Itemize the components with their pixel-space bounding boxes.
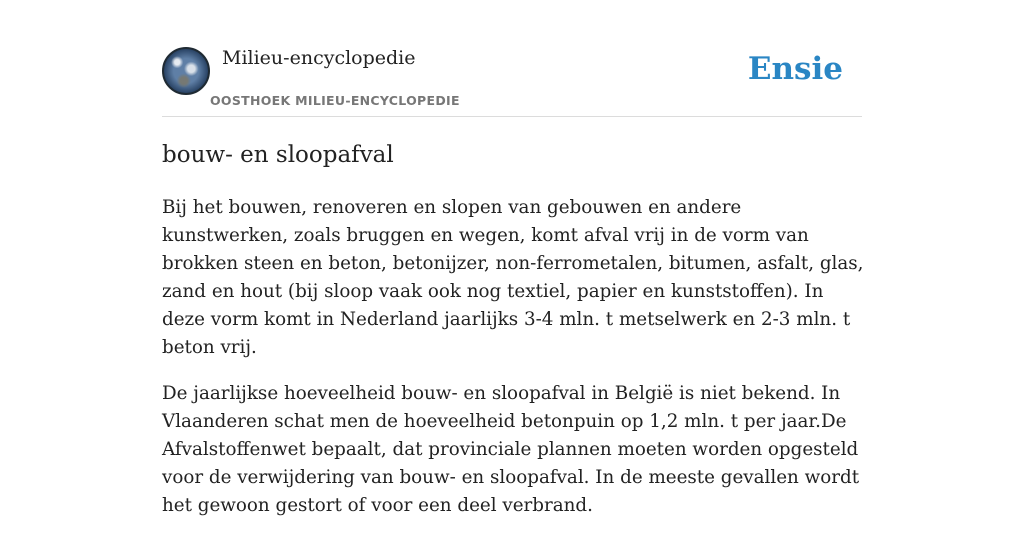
article-term: bouw- en sloopafval <box>162 142 394 168</box>
article <box>162 138 867 538</box>
site-subtitle: OOSTHOEK MILIEU-ENCYCLOPEDIE <box>210 93 460 108</box>
earth-globe-icon[interactable] <box>162 47 210 95</box>
article-paragraph: De jaarlijkse hoeveelheid bouw- en sloopafval in België is niet bekend. In Vlaanderen schat men de hoeveelheid betonpuin op 1,2 mln. t per jaar.De Afvalstoffenwet bepaalt, dat provinciale plannen moeten worden opgesteld voor de verwijdering van bouw- en sloopafval. In de meeste gevallen wordt het gewoon gestort of voor een deel verbrand. <box>162 383 860 516</box>
site-title[interactable]: Milieu-encyclopedie <box>222 47 416 69</box>
header <box>162 46 862 117</box>
article-paragraph: Bij het bouwen, renoveren en slopen van gebouwen en andere kunstwerken, zoals bruggen en wegen, komt afval vrij in de vorm van brokken steen en beton, betonijzer, non-ferrometalen, bitumen, asfalt, glas, zand en hout (bij sloop vaak ook nog textiel, papier en kunststoffen). In deze vorm komt in Nederland jaarlijks 3-4 mln. t metselwerk en 2-3 mln. t beton vrij. <box>162 197 864 358</box>
brand-logo-link[interactable]: Ensie <box>747 51 843 87</box>
